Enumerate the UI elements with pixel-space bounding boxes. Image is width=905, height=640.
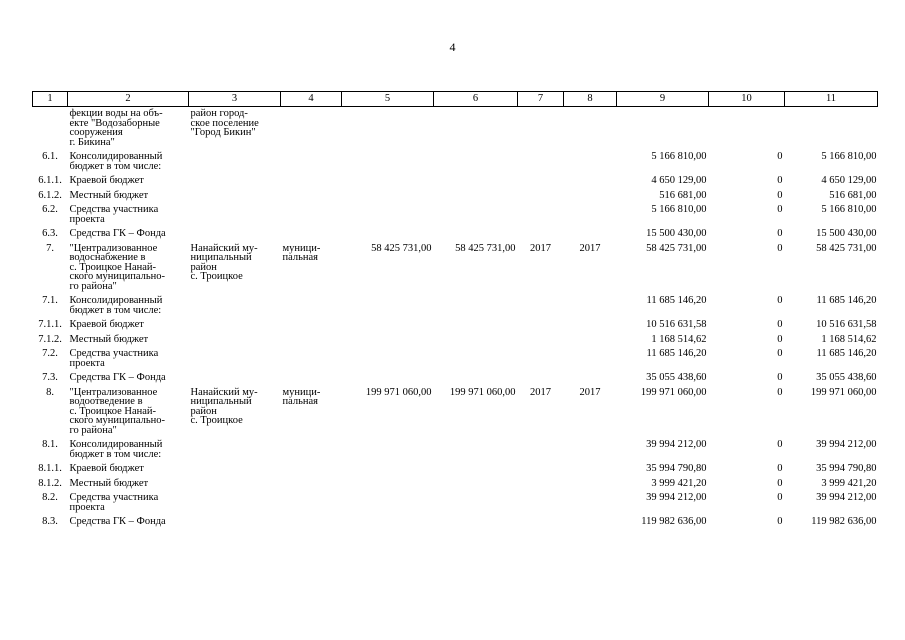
contract-cost-cell bbox=[434, 203, 518, 227]
end-year-cell bbox=[564, 347, 617, 371]
object-name-cell: Краевой бюджет bbox=[69, 175, 144, 186]
start-year-cell bbox=[518, 333, 564, 348]
financing-total-cell bbox=[617, 107, 709, 151]
estimated-cost-cell bbox=[342, 227, 434, 242]
table-row bbox=[33, 491, 878, 515]
row-number-cell: 7.1.1. bbox=[38, 319, 62, 330]
row-number-cell: 7.1.2. bbox=[38, 333, 62, 345]
header-cell: 10 bbox=[709, 92, 785, 107]
end-year-cell bbox=[564, 491, 617, 515]
financing-spent-cell: 0 bbox=[777, 439, 783, 450]
object-name-cell: Местный бюджет bbox=[69, 189, 149, 201]
location-cell bbox=[189, 462, 281, 477]
end-year-cell bbox=[564, 174, 617, 189]
end-year-cell bbox=[564, 189, 617, 204]
estimated-cost-cell bbox=[342, 150, 434, 174]
financing-remaining-cell: 1 168 514,62 bbox=[821, 333, 877, 345]
financing-remaining-cell: 11 685 146,20 bbox=[816, 295, 877, 306]
financing-total-cell: 39 994 212,00 bbox=[646, 439, 707, 450]
end-year-cell: 2017 bbox=[579, 242, 601, 254]
financing-total-cell: 4 650 129,00 bbox=[651, 175, 707, 186]
end-year-cell bbox=[564, 318, 617, 333]
financing-total-cell: 35 055 438,60 bbox=[646, 372, 707, 383]
row-number-cell: 8.1.1. bbox=[38, 463, 62, 474]
estimated-cost-cell bbox=[342, 174, 434, 189]
contract-cost-cell bbox=[434, 189, 518, 204]
financing-remaining-cell: 35 994 790,80 bbox=[816, 463, 877, 474]
end-year-cell bbox=[564, 438, 617, 462]
estimated-cost-cell bbox=[342, 318, 434, 333]
start-year-cell bbox=[518, 347, 564, 371]
financing-spent-cell: 0 bbox=[777, 242, 783, 254]
row-number-cell: 7.3. bbox=[42, 372, 58, 383]
ownership-cell bbox=[281, 477, 342, 492]
start-year-cell bbox=[518, 189, 564, 204]
start-year-cell bbox=[518, 150, 564, 174]
estimated-cost-cell bbox=[342, 371, 434, 386]
financing-spent-cell: 0 bbox=[777, 204, 783, 215]
row-number-cell bbox=[33, 107, 68, 151]
start-year-cell bbox=[518, 462, 564, 477]
location-cell: Нанайский му- ниципальный район с. Троицкое bbox=[190, 242, 258, 282]
estimated-cost-cell bbox=[342, 515, 434, 530]
contract-cost-cell bbox=[434, 347, 518, 371]
financing-remaining-cell: 119 982 636,00 bbox=[811, 516, 877, 527]
financing-total-cell: 5 166 810,00 bbox=[651, 151, 707, 162]
contract-cost-cell bbox=[434, 318, 518, 333]
location-cell bbox=[189, 477, 281, 492]
ownership-cell: муници- пальная bbox=[282, 386, 321, 407]
estimated-cost-cell bbox=[342, 477, 434, 492]
financing-total-cell: 11 685 146,20 bbox=[646, 295, 707, 306]
header-cell: 9 bbox=[617, 92, 709, 107]
end-year-cell bbox=[564, 203, 617, 227]
contract-cost-cell bbox=[434, 371, 518, 386]
financing-spent-cell: 0 bbox=[777, 228, 783, 239]
object-name-cell: Средства ГК – Фонда bbox=[69, 516, 166, 527]
start-year-cell: 2017 bbox=[530, 242, 551, 254]
object-name-cell: Краевой бюджет bbox=[69, 463, 144, 474]
start-year-cell bbox=[518, 203, 564, 227]
location-cell bbox=[189, 189, 281, 204]
page-number: 4 bbox=[449, 40, 456, 54]
financing-remaining-cell: 11 685 146,20 bbox=[816, 348, 877, 359]
object-name-cell: Средства участника проекта bbox=[69, 204, 159, 225]
financing-remaining-cell: 39 994 212,00 bbox=[816, 439, 877, 450]
start-year-cell bbox=[518, 318, 564, 333]
location-cell bbox=[189, 227, 281, 242]
header-cell: 2 bbox=[68, 92, 189, 107]
row-number-cell: 7. bbox=[46, 242, 54, 254]
start-year-cell bbox=[518, 371, 564, 386]
table-row bbox=[33, 227, 878, 242]
location-cell: район город- ское поселение "Город Бикин" bbox=[190, 108, 259, 138]
location-cell bbox=[189, 203, 281, 227]
start-year-cell: 2017 bbox=[530, 386, 551, 398]
start-year-cell bbox=[518, 515, 564, 530]
contract-cost-cell bbox=[434, 107, 518, 151]
financing-total-cell: 58 425 731,00 bbox=[646, 242, 707, 254]
table-row bbox=[33, 203, 878, 227]
table-row bbox=[33, 386, 878, 439]
contract-cost-cell bbox=[434, 515, 518, 530]
table-row bbox=[33, 318, 878, 333]
object-name-cell: Местный бюджет bbox=[69, 477, 149, 489]
end-year-cell: 2017 bbox=[579, 386, 601, 398]
ownership-cell bbox=[281, 491, 342, 515]
financing-total-cell: 5 166 810,00 bbox=[651, 204, 707, 215]
financing-remaining-cell: 15 500 430,00 bbox=[816, 228, 877, 239]
row-number-cell: 6.1.2. bbox=[38, 189, 62, 201]
object-name-cell: Средства участника проекта bbox=[69, 492, 159, 513]
ownership-cell bbox=[281, 371, 342, 386]
end-year-cell bbox=[564, 477, 617, 492]
end-year-cell bbox=[564, 107, 617, 151]
start-year-cell bbox=[518, 174, 564, 189]
estimated-cost-cell bbox=[342, 294, 434, 318]
header-cell: 8 bbox=[564, 92, 617, 107]
location-cell bbox=[189, 347, 281, 371]
financing-spent-cell: 0 bbox=[777, 463, 783, 474]
financing-total-cell: 3 999 421,20 bbox=[651, 477, 707, 489]
table-row bbox=[33, 150, 878, 174]
financing-total-cell: 39 994 212,00 bbox=[646, 492, 707, 503]
ownership-cell bbox=[281, 189, 342, 204]
financing-total-cell: 11 685 146,20 bbox=[646, 348, 707, 359]
row-number-cell: 7.2. bbox=[42, 348, 58, 359]
financing-remaining-cell: 35 055 438,60 bbox=[816, 372, 877, 383]
estimated-cost-cell bbox=[342, 203, 434, 227]
end-year-cell bbox=[564, 515, 617, 530]
ownership-cell bbox=[281, 318, 342, 333]
financing-remaining-cell: 5 166 810,00 bbox=[821, 204, 877, 215]
estimated-cost-cell bbox=[342, 438, 434, 462]
financing-total-cell: 15 500 430,00 bbox=[646, 228, 707, 239]
location-cell bbox=[189, 491, 281, 515]
object-name-cell: Краевой бюджет bbox=[69, 319, 144, 330]
row-number-cell: 8.3. bbox=[42, 516, 58, 527]
contract-cost-cell bbox=[434, 150, 518, 174]
end-year-cell bbox=[564, 150, 617, 174]
object-name-cell: "Централизованное водоотведение в с. Троицкое Нанай- ского муниципально- го района" bbox=[69, 386, 166, 436]
location-cell bbox=[189, 438, 281, 462]
header-cell: 5 bbox=[342, 92, 434, 107]
table-body bbox=[33, 107, 878, 530]
ownership-cell bbox=[281, 462, 342, 477]
start-year-cell bbox=[518, 438, 564, 462]
object-name-cell: Консолидированный бюджет в том числе: bbox=[69, 295, 163, 316]
financing-remaining-cell: 39 994 212,00 bbox=[816, 492, 877, 503]
estimated-cost-cell bbox=[342, 347, 434, 371]
start-year-cell bbox=[518, 294, 564, 318]
contract-cost-cell: 199 971 060,00 bbox=[449, 386, 516, 398]
table-header-row bbox=[33, 92, 878, 107]
ownership-cell bbox=[281, 515, 342, 530]
ownership-cell bbox=[281, 203, 342, 227]
start-year-cell bbox=[518, 477, 564, 492]
financing-total-cell: 199 971 060,00 bbox=[640, 386, 707, 398]
header-cell: 7 bbox=[518, 92, 564, 107]
table-row bbox=[33, 107, 878, 151]
financing-remaining-cell: 3 999 421,20 bbox=[821, 477, 877, 489]
object-name-cell: Местный бюджет bbox=[69, 333, 149, 345]
row-number-cell: 7.1. bbox=[42, 295, 58, 306]
contract-cost-cell bbox=[434, 333, 518, 348]
table-row bbox=[33, 462, 878, 477]
row-number-cell: 8. bbox=[46, 386, 54, 398]
contract-cost-cell bbox=[434, 491, 518, 515]
start-year-cell bbox=[518, 491, 564, 515]
contract-cost-cell bbox=[434, 294, 518, 318]
ownership-cell bbox=[281, 150, 342, 174]
financing-spent-cell: 0 bbox=[777, 372, 783, 383]
table-row bbox=[33, 174, 878, 189]
object-name-cell: Консолидированный бюджет в том числе: bbox=[69, 439, 163, 460]
object-name-cell: "Централизованное водоснабжение в с. Троицкое Нанай- ского муниципально- го района" bbox=[69, 242, 166, 292]
end-year-cell bbox=[564, 462, 617, 477]
row-number-cell: 6.3. bbox=[42, 228, 58, 239]
estimated-cost-cell bbox=[342, 333, 434, 348]
contract-cost-cell: 58 425 731,00 bbox=[455, 242, 516, 254]
object-name-cell: Консолидированный бюджет в том числе: bbox=[69, 151, 163, 172]
header-cell: 3 bbox=[189, 92, 281, 107]
ownership-cell bbox=[281, 174, 342, 189]
row-number-cell: 6.1.1. bbox=[38, 175, 62, 186]
estimated-cost-cell bbox=[342, 107, 434, 151]
location-cell bbox=[189, 294, 281, 318]
header-cell: 11 bbox=[785, 92, 878, 107]
estimated-cost-cell: 58 425 731,00 bbox=[371, 242, 432, 254]
header-cell: 4 bbox=[281, 92, 342, 107]
table-row bbox=[33, 477, 878, 492]
header-cell: 1 bbox=[33, 92, 68, 107]
estimated-cost-cell: 199 971 060,00 bbox=[365, 386, 432, 398]
financing-spent-cell: 0 bbox=[777, 189, 783, 201]
financing-spent-cell: 0 bbox=[777, 477, 783, 489]
object-name-cell: Средства ГК – Фонда bbox=[69, 228, 166, 239]
ownership-cell: муници- пальная bbox=[282, 242, 321, 263]
financing-remaining-cell: 516 681,00 bbox=[829, 189, 877, 201]
financing-spent-cell bbox=[709, 107, 785, 151]
end-year-cell bbox=[564, 294, 617, 318]
object-name-cell: Средства ГК – Фонда bbox=[69, 372, 166, 383]
financing-spent-cell: 0 bbox=[777, 492, 783, 503]
financing-total-cell: 119 982 636,00 bbox=[641, 516, 707, 527]
contract-cost-cell bbox=[434, 462, 518, 477]
row-number-cell: 6.2. bbox=[42, 204, 58, 215]
financing-total-cell: 516 681,00 bbox=[659, 189, 707, 201]
financing-spent-cell: 0 bbox=[777, 295, 783, 306]
financing-remaining-cell: 58 425 731,00 bbox=[816, 242, 877, 254]
end-year-cell bbox=[564, 371, 617, 386]
start-year-cell bbox=[518, 227, 564, 242]
contract-cost-cell bbox=[434, 477, 518, 492]
budget-table bbox=[32, 91, 878, 530]
location-cell bbox=[189, 174, 281, 189]
financing-spent-cell: 0 bbox=[777, 333, 783, 345]
contract-cost-cell bbox=[434, 438, 518, 462]
location-cell bbox=[189, 318, 281, 333]
header-cell: 6 bbox=[434, 92, 518, 107]
location-cell: Нанайский му- ниципальный район с. Троицкое bbox=[190, 386, 258, 426]
financing-spent-cell: 0 bbox=[777, 151, 783, 162]
ownership-cell bbox=[281, 333, 342, 348]
row-number-cell: 8.2. bbox=[42, 492, 58, 503]
financing-total-cell: 10 516 631,58 bbox=[646, 319, 707, 330]
financing-remaining-cell: 10 516 631,58 bbox=[816, 319, 877, 330]
ownership-cell bbox=[281, 227, 342, 242]
end-year-cell bbox=[564, 333, 617, 348]
row-number-cell: 8.1. bbox=[42, 439, 58, 450]
contract-cost-cell bbox=[434, 227, 518, 242]
table-row bbox=[33, 294, 878, 318]
estimated-cost-cell bbox=[342, 491, 434, 515]
table-row bbox=[33, 515, 878, 530]
financing-spent-cell: 0 bbox=[777, 386, 783, 398]
location-cell bbox=[189, 515, 281, 530]
ownership-cell bbox=[281, 294, 342, 318]
financing-spent-cell: 0 bbox=[777, 348, 783, 359]
table-row bbox=[33, 371, 878, 386]
financing-total-cell: 1 168 514,62 bbox=[651, 333, 707, 345]
ownership-cell bbox=[281, 438, 342, 462]
estimated-cost-cell bbox=[342, 462, 434, 477]
start-year-cell bbox=[518, 107, 564, 151]
table-row bbox=[33, 242, 878, 295]
ownership-cell bbox=[281, 107, 342, 151]
table-row bbox=[33, 438, 878, 462]
table-row bbox=[33, 333, 878, 348]
estimated-cost-cell bbox=[342, 189, 434, 204]
financing-remaining-cell: 199 971 060,00 bbox=[810, 386, 877, 398]
object-name-cell: Средства участника проекта bbox=[69, 348, 159, 369]
table-row bbox=[33, 347, 878, 371]
ownership-cell bbox=[281, 347, 342, 371]
location-cell bbox=[189, 371, 281, 386]
financing-remaining-cell: 4 650 129,00 bbox=[821, 175, 877, 186]
financing-remaining-cell: 5 166 810,00 bbox=[821, 151, 877, 162]
financing-spent-cell: 0 bbox=[777, 319, 783, 330]
financing-remaining-cell bbox=[785, 107, 878, 151]
row-number-cell: 8.1.2. bbox=[38, 477, 62, 489]
object-name-cell: фекции воды на объ- екте "Водозаборные сооружения г. Бикина" bbox=[69, 108, 163, 148]
financing-spent-cell: 0 bbox=[777, 175, 783, 186]
location-cell bbox=[189, 150, 281, 174]
financing-total-cell: 35 994 790,80 bbox=[646, 463, 707, 474]
table-row bbox=[33, 189, 878, 204]
contract-cost-cell bbox=[434, 174, 518, 189]
row-number-cell: 6.1. bbox=[42, 151, 58, 162]
location-cell bbox=[189, 333, 281, 348]
financing-spent-cell: 0 bbox=[777, 516, 783, 527]
end-year-cell bbox=[564, 227, 617, 242]
